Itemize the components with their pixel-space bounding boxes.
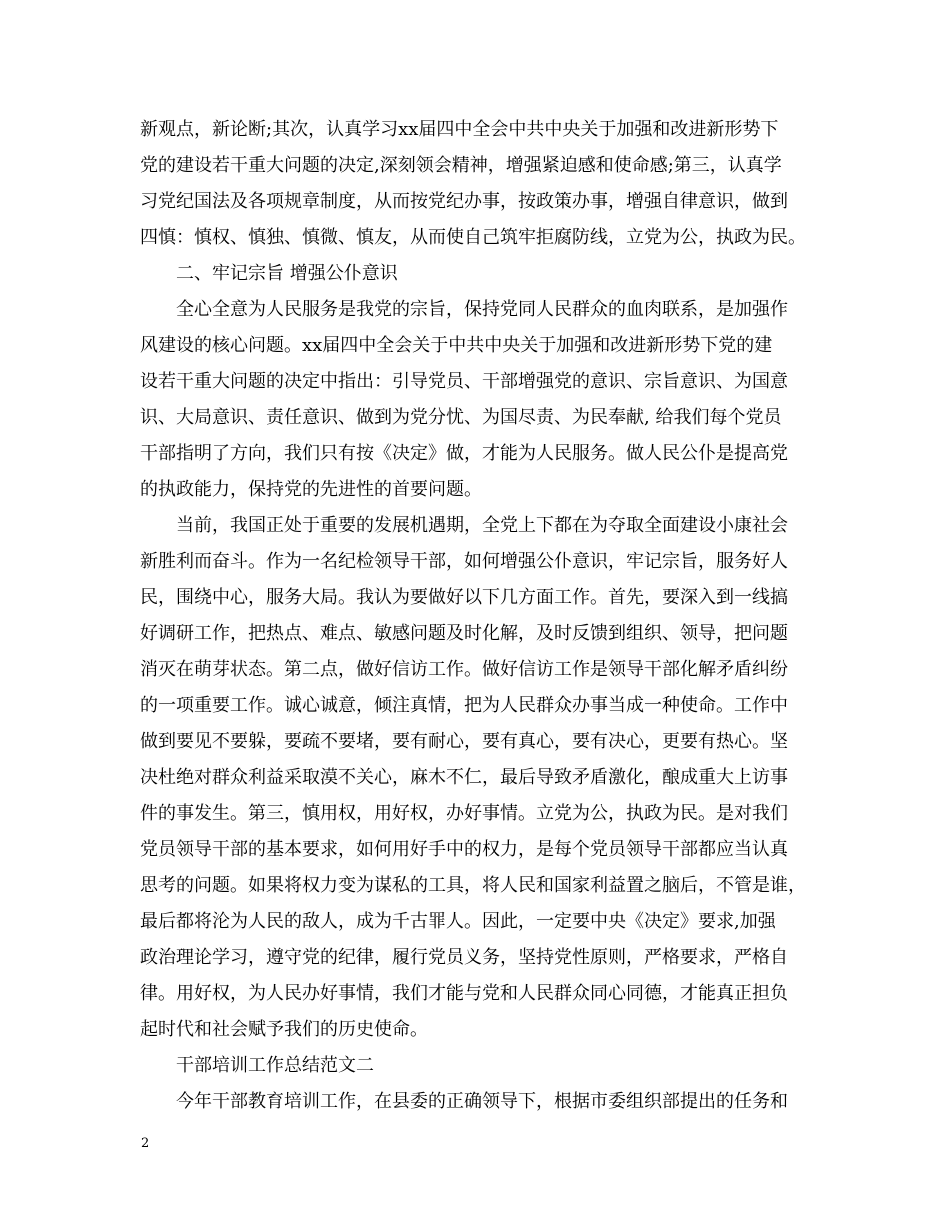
body-text-line: 干部指明了方向，我们只有按《决定》做，才能为人民服务。做人民公仆是提高党 (140, 443, 788, 464)
body-text-line: 民，围绕中心，服务大局。我认为要做好以下几方面工作。首先，要深入到一线搞 (140, 587, 788, 608)
body-text-line: 好调研工作，把热点、难点、敏感问题及时化解，及时反馈到组织、领导，把问题 (140, 623, 788, 644)
body-text-line: 消灭在萌芽状态。第二点，做好信访工作。做好信访工作是领导干部化解矛盾纠纷 (140, 659, 788, 680)
section-heading: 二、牢记宗旨 增强公仆意识 (176, 263, 398, 284)
page-number: 2 (141, 1136, 150, 1151)
body-text-line: 件的事发生。第三，慎用权，用好权，办好事情。立党为公，执政为民。是对我们 (140, 803, 788, 824)
body-text-line: 新观点，新论断;其次，认真学习xx届四中全会中共中央关于加强和改进新形势下 (140, 119, 779, 140)
body-text-line: 做到要见不要躲，要疏不要堵，要有耐心，要有真心，要有决心，更要有热心。坚 (140, 731, 788, 752)
body-text-line: 党员领导干部的基本要求，如何用好手中的权力，是每个党员领导干部都应当认真 (140, 839, 788, 860)
body-text-line: 党的建设若干重大问题的决定,深刻领会精神，增强紧迫感和使命感;第三，认真学 (140, 155, 782, 176)
body-text-line: 识、大局意识、责任意识、做到为党分忧、为国尽责、为民奉献, 给我们每个党员 (140, 407, 782, 428)
body-text-line: 习党纪国法及各项规章制度，从而按党纪办事，按政策办事，增强自律意识，做到 (140, 191, 788, 212)
body-text-line: 全心全意为人民服务是我党的宗旨，保持党同人民群众的血肉联系，是加强作 (176, 299, 788, 320)
body-text-line: 律。用好权，为人民办好事情，我们才能与党和人民群众同心同德，才能真正担负 (140, 983, 788, 1004)
body-text-line: 政治理论学习，遵守党的纪律，履行党员义务，坚持党性原则，严格要求，严格自 (140, 947, 788, 968)
body-text-line: 四慎：慎权、慎独、慎微、慎友，从而使自己筑牢拒腐防线，立党为公，执政为民。 (140, 227, 806, 248)
body-text-line: 起时代和社会赋予我们的历史使命。 (140, 1019, 428, 1040)
body-text-line: 风建设的核心问题。xx届四中全会关于中共中央关于加强和改进新形势下党的建 (140, 335, 773, 356)
body-text-line: 思考的问题。如果将权力变为谋私的工具，将人民和国家利益置之脑后，不管是谁， (140, 875, 806, 896)
section-heading: 干部培训工作总结范文二 (176, 1055, 374, 1076)
body-text-line: 最后都将沦为人民的敌人，成为千古罪人。因此，一定要中央《决定》要求,加强 (140, 911, 776, 932)
body-text-line: 的一项重要工作。诚心诚意，倾注真情，把为人民群众办事当成一种使命。工作中 (140, 695, 788, 716)
body-text-line: 的执政能力，保持党的先进性的首要问题。 (140, 479, 482, 500)
body-text-line: 当前，我国正处于重要的发展机遇期，全党上下都在为夺取全面建设小康社会 (176, 515, 788, 536)
body-text-line: 决杜绝对群众利益采取漠不关心，麻木不仁，最后导致矛盾激化，酿成重大上访事 (140, 767, 788, 788)
body-text-line: 新胜利而奋斗。作为一名纪检领导干部，如何增强公仆意识，牢记宗旨，服务好人 (140, 551, 788, 572)
body-text-line: 设若干重大问题的决定中指出：引导党员、干部增强党的意识、宗旨意识、为国意 (140, 371, 788, 392)
body-text-line: 今年干部教育培训工作，在县委的正确领导下，根据市委组织部提出的任务和 (176, 1091, 788, 1112)
